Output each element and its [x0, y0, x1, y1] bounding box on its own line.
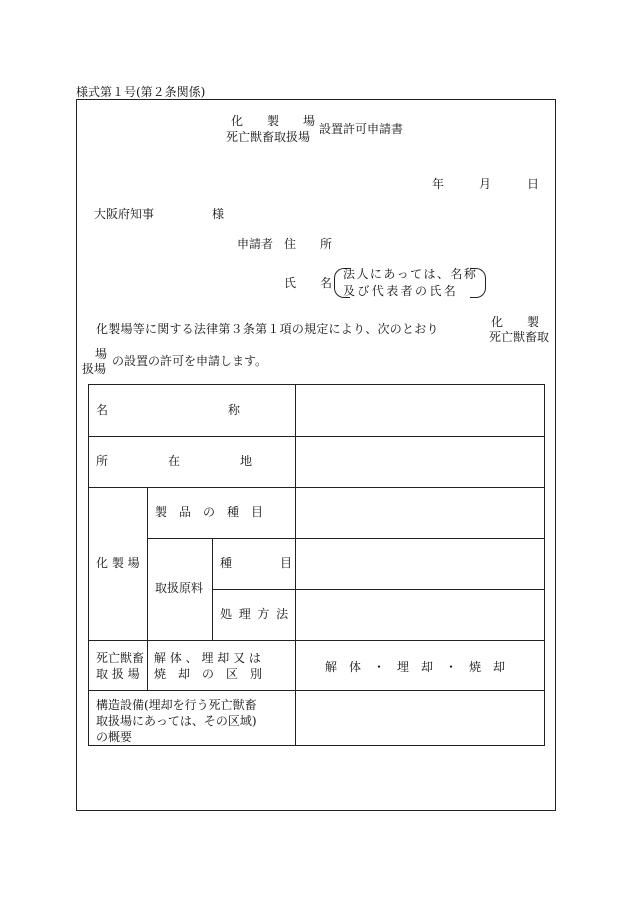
- applicant-label: 申請者: [237, 237, 274, 251]
- category-options: 解 体 ・ 埋 却 ・ 焼 却: [325, 660, 506, 674]
- title-facility-2: 死亡獣畜取扱場: [226, 130, 311, 144]
- structure-label-2: 取扱場にあっては、その区域): [96, 714, 257, 728]
- category-label-1: 解 体 、 埋 却 又 は: [154, 651, 261, 665]
- body-line-2-left-bottom: 扱場: [82, 362, 107, 376]
- addressee-honorific: 様: [212, 207, 225, 221]
- structure-label-3: の概要: [96, 730, 133, 744]
- product-kind-label: 製 品 の 種 目: [155, 505, 264, 519]
- applicant-name-note-2: 及び代表者の氏名: [343, 284, 459, 298]
- addressee-name: 大阪府知事: [94, 207, 155, 221]
- body-line-2-left-top: 場: [95, 347, 108, 361]
- title-facility-1: 化 製 場: [231, 114, 316, 128]
- table-rule: [147, 538, 544, 539]
- applicant-name-note-1: 法人にあっては、名称: [343, 267, 478, 281]
- kind-label: 種 目: [220, 556, 293, 570]
- body-line-1: 化製場等に関する法律第３条第１項の規定により、次のとおり: [96, 322, 439, 336]
- table-rule: [89, 487, 544, 488]
- table-rule: [89, 436, 544, 437]
- table-rule: [295, 385, 296, 745]
- row-location-label: 所 在 地: [96, 454, 253, 468]
- body-inline-1a: 化 製: [491, 315, 540, 329]
- body-line-2: の設置の許可を申請します。: [112, 354, 268, 368]
- structure-label-1: 構造設備(埋却を行う死亡獣畜: [96, 698, 257, 712]
- category-label-2: 焼 却 の 区 別: [154, 667, 263, 681]
- application-table: [88, 384, 545, 746]
- date-year: 年: [432, 177, 445, 191]
- title-suffix: 設置許可申請書: [319, 122, 404, 136]
- applicant-address-label: 住 所: [284, 237, 333, 251]
- table-rule: [147, 487, 148, 690]
- right-paren: [470, 268, 486, 298]
- rendering-plant-label: 化 製 場: [96, 556, 140, 570]
- applicant-name-label: 氏 名: [284, 276, 333, 290]
- carcass-plant-label-1: 死亡獣畜: [96, 651, 145, 665]
- table-rule: [212, 538, 213, 640]
- processing-method-label: 処 理 方 法: [220, 607, 290, 621]
- body-inline-1b: 死亡獣畜取: [489, 330, 550, 344]
- table-rule: [212, 589, 544, 590]
- row-name-label: 名 称: [96, 403, 241, 417]
- table-rule: [89, 690, 544, 691]
- date-month: 月: [479, 177, 492, 191]
- carcass-plant-label-2: 取 扱 場: [96, 667, 140, 681]
- date-day: 日: [527, 177, 540, 191]
- form-number: 様式第１号(第２条関係): [76, 85, 206, 99]
- table-rule: [89, 640, 544, 641]
- raw-material-label: 取扱原料: [155, 581, 204, 595]
